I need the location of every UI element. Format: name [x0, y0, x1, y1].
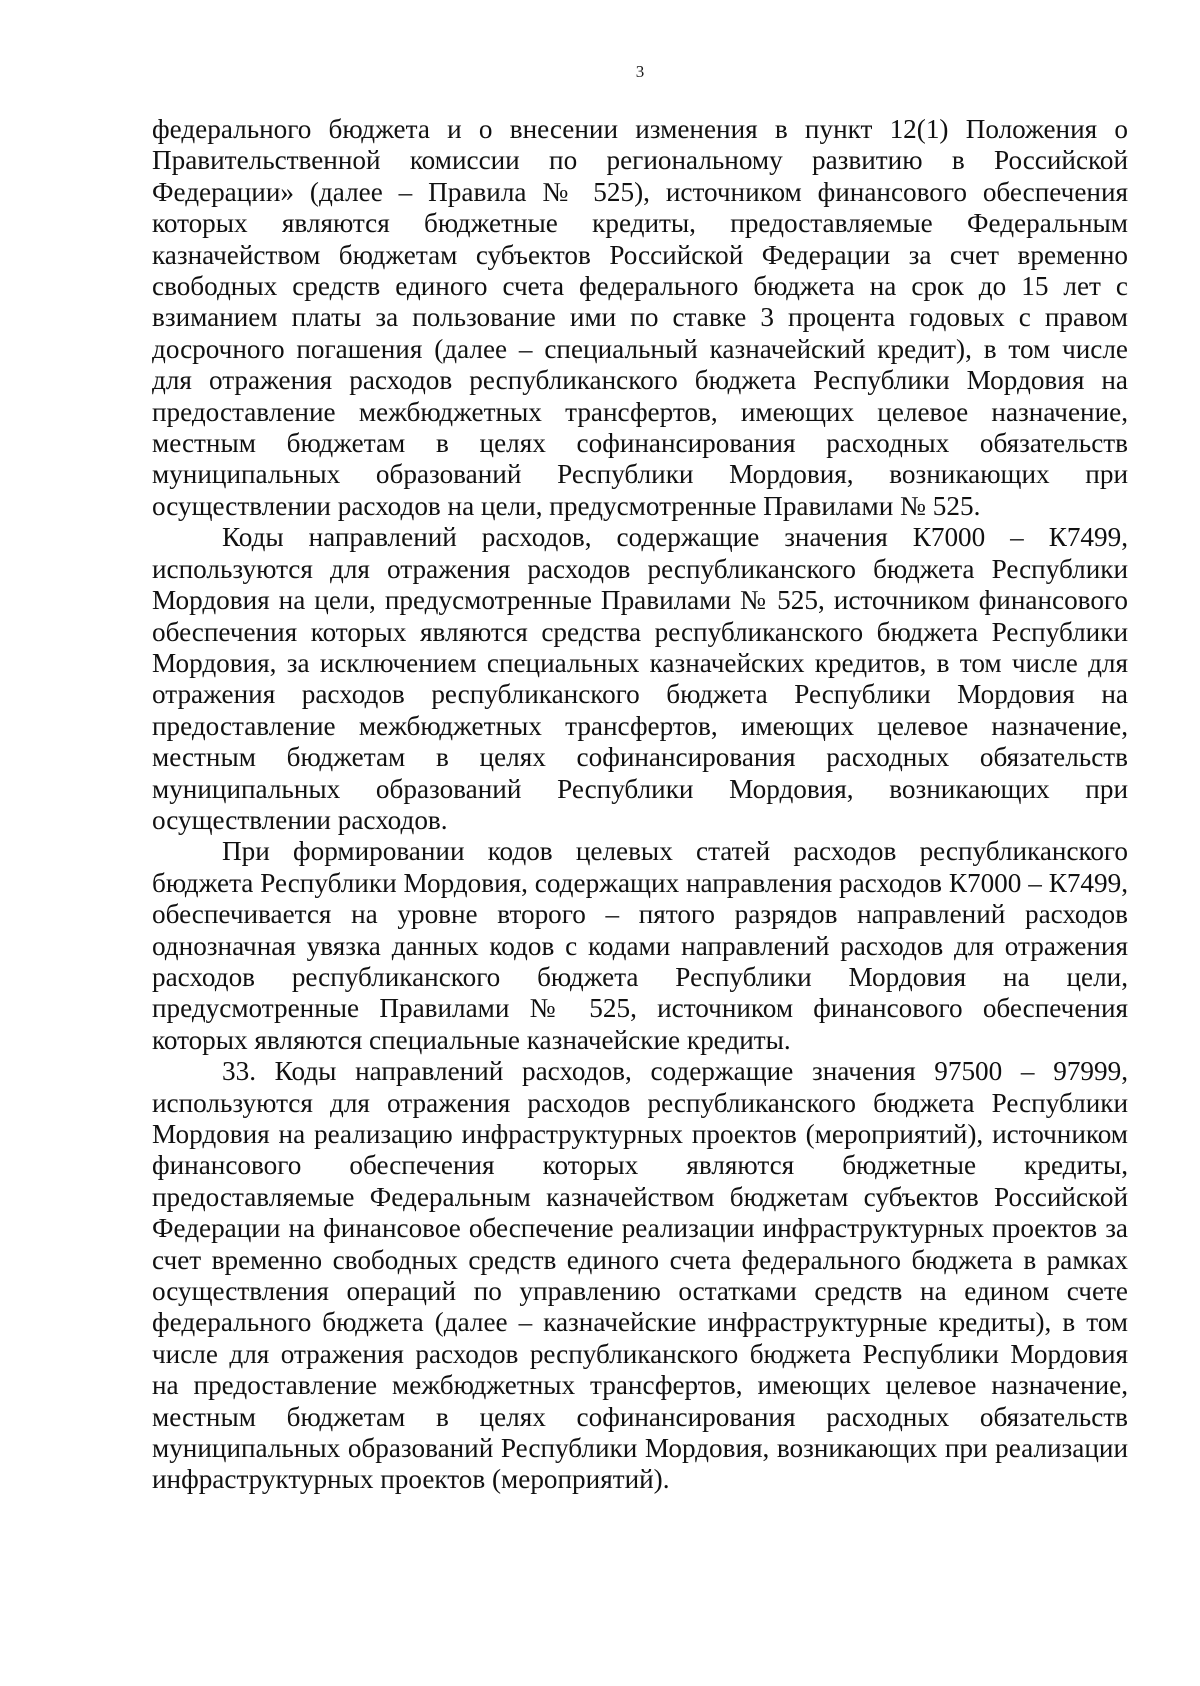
page-number: 3: [635, 62, 645, 81]
document-body: [152, 114, 1128, 1496]
paragraph-k7000-codes: Коды направлений расходов, содержащие значения К7000 – К7499, используются для отражения расходов республиканского бюджета Республики Мордовия на цели, предусмотренные Правилами № 525, источником финансового обеспечения которых являются средства республиканского бюджета Республики Мордовия, за исключением специальных казначейских кредитов, в том числе для отражения расходов республиканского бюджета Республики Мордовия на предоставление межбюджетных трансфертов, имеющих целевое назначение, местным бюджетам в целях софинансирования расходных обязательств муниципальных образований Республики Мордовия, возникающих при осуществлении расходов.: [152, 522, 1128, 835]
paragraph-continuation: федерального бюджета и о внесении изменения в пункт 12(1) Положения о Правительственной комиссии по региональному развитию в Российской Федерации» (далее – Правила № 525), источником финансового обеспечения которых являются бюджетные кредиты, предоставляемые Федеральным казначейством бюджетам субъектов Российской Федерации за счет временно свободных средств единого счета федерального бюджета на срок до 15 лет с взиманием платы за пользование ими по ставке 3 процента годовых с правом досрочного погашения (далее – специальный казначейский кредит), в том числе для отражения расходов республиканского бюджета Республики Мордовия на предоставление межбюджетных трансфертов, имеющих целевое назначение, местным бюджетам в целях софинансирования расходных обязательств муниципальных образований Республики Мордовия, возникающих при осуществлении расходов на цели, предусмотренные Правилами № 525.: [152, 114, 1128, 521]
paragraph-target-article-codes: При формировании кодов целевых статей расходов республиканского бюджета Республики Мордовия, содержащих направления расходов К7000 – К7499, обеспечивается на уровне второго – пятого разрядов направлений расходов однозначная увязка данных кодов с кодами направлений расходов для отражения расходов республиканского бюджета Республики Мордовия на цели, предусмотренные Правилами № 525, источником финансового обеспечения которых являются специальные казначейские кредиты.: [152, 836, 1128, 1055]
paragraph-item-33: 33. Коды направлений расходов, содержащие значения 97500 – 97999, используются для отражения расходов республиканского бюджета Республики Мордовия на реализацию инфраструктурных проектов (мероприятий), источником финансового обеспечения которых являются бюджетные кредиты, предоставляемые Федеральным казначейством бюджетам субъектов Российской Федерации на финансовое обеспечение реализации инфраструктурных проектов за счет временно свободных средств единого счета федерального бюджета в рамках осуществления операций по управлению остатками средств на едином счете федерального бюджета (далее – казначейские инфраструктурные кредиты), в том числе для отражения расходов республиканского бюджета Республики Мордовия на предоставление межбюджетных трансфертов, имеющих целевое назначение, местным бюджетам в целях софинансирования расходных обязательств муниципальных образований Республики Мордовия, возникающих при реализации инфраструктурных проектов (мероприятий).: [152, 1056, 1128, 1495]
